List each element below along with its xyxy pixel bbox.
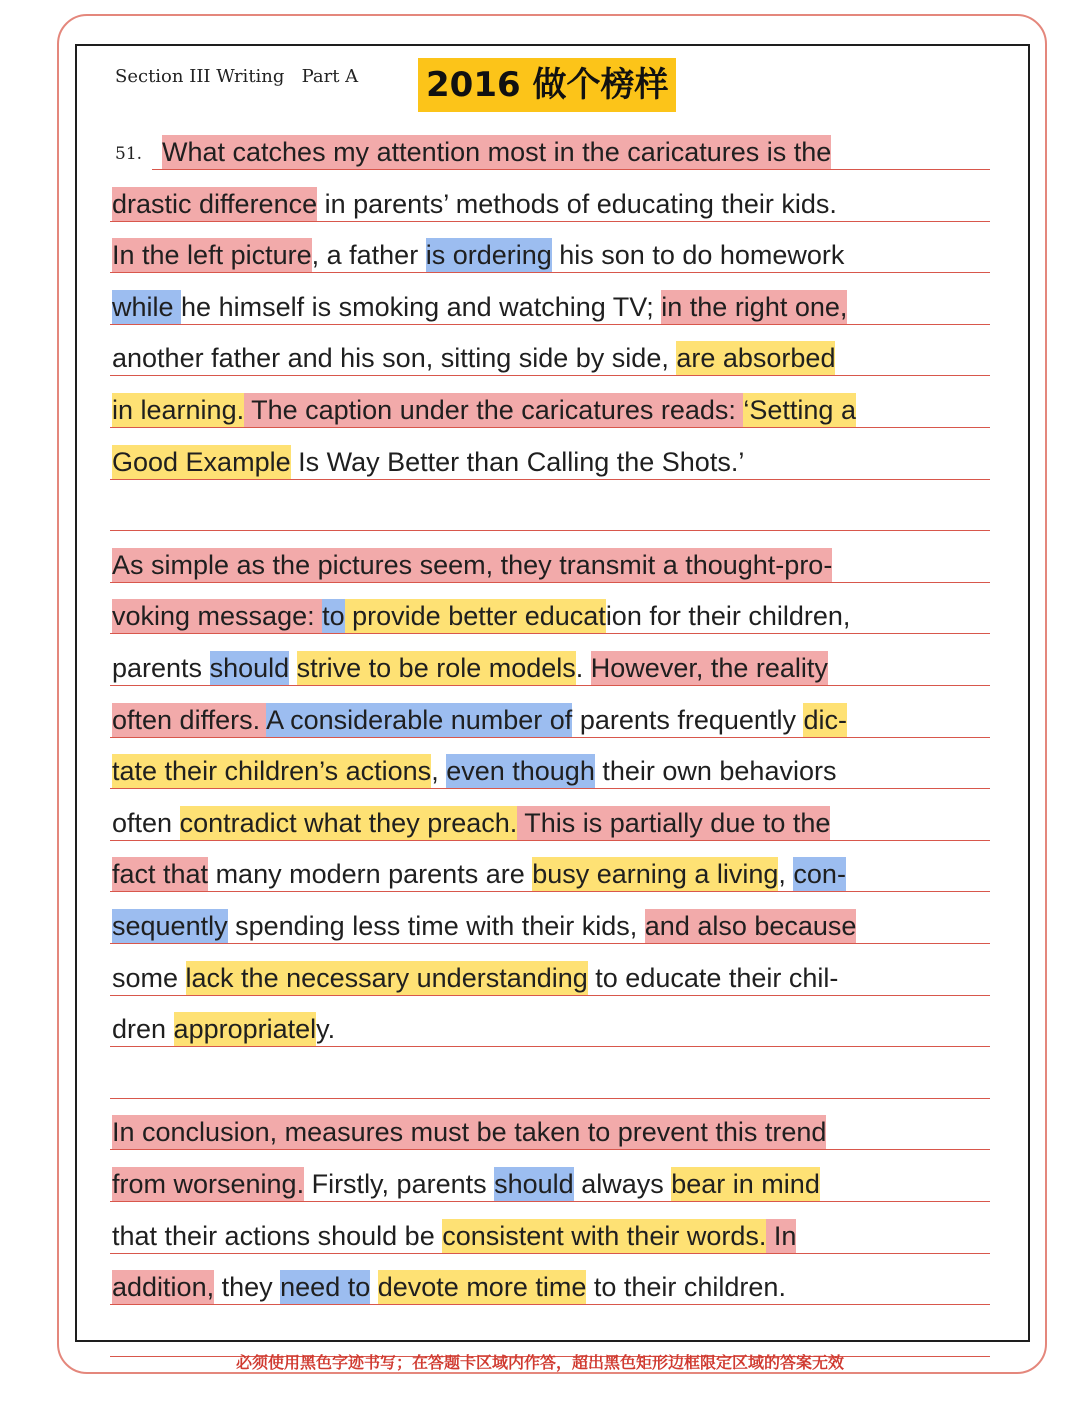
- essay-text: ,: [778, 859, 794, 890]
- highlighted-phrase: voking message:: [112, 601, 323, 632]
- essay-line: [112, 287, 989, 327]
- essay-text: dren: [112, 1014, 174, 1045]
- essay-text: Firstly, parents: [304, 1169, 495, 1199]
- essay-text: some: [112, 962, 186, 993]
- essay-text: y.: [316, 1014, 336, 1045]
- highlighted-phrase: As simple as the pictures seem, they transmit a thought-pro-: [112, 549, 833, 580]
- highlighted-phrase: consistent with their words.: [442, 1220, 767, 1251]
- highlighted-phrase: is ordering: [425, 240, 552, 271]
- highlighted-phrase: A considerable number of: [266, 704, 573, 735]
- essay-line: [112, 1061, 989, 1101]
- highlighted-phrase: In: [766, 1220, 797, 1251]
- highlighted-phrase: This is partially due to the: [517, 807, 831, 838]
- highlighted-phrase: while: [112, 291, 182, 322]
- highlighted-phrase: ‘Setting a: [743, 395, 856, 425]
- essay-text: to their children.: [586, 1272, 786, 1303]
- essay-line: [112, 442, 989, 482]
- highlighted-phrase: often differs.: [112, 704, 267, 735]
- essay-line: [112, 338, 989, 378]
- essay-line: [162, 132, 989, 172]
- essay-text: Is Way Better than Calling the Shots.’: [290, 446, 745, 477]
- footer-instruction: 必须使用黑色字迹书写；在答题卡区域内作答，超出黑色矩形边框限定区域的答案无效: [235, 1353, 844, 1372]
- highlighted-phrase: from worsening.: [112, 1169, 305, 1199]
- essay-line: [112, 803, 989, 843]
- essay-text: .: [575, 653, 591, 683]
- essay-text: his son to do homework: [551, 240, 845, 271]
- essay-text: , a father: [311, 240, 426, 271]
- highlighted-phrase: What catches my attention most in the caricatures is the: [162, 137, 832, 167]
- essay-text: ion for their children,: [605, 601, 851, 632]
- highlighted-phrase: appropriatel: [173, 1014, 317, 1045]
- essay-line: [112, 906, 989, 946]
- essay-line: [112, 184, 989, 224]
- highlighted-phrase: lack the necessary understanding: [185, 962, 588, 993]
- highlighted-phrase: sequently: [112, 911, 228, 941]
- essay-text: always: [573, 1169, 672, 1199]
- essay-line: [112, 1009, 989, 1049]
- essay-line: [112, 596, 989, 636]
- highlighted-phrase: and also because: [644, 911, 857, 941]
- highlighted-phrase: tate their children’s actions: [112, 756, 432, 787]
- highlighted-phrase: contradict what they preach.: [179, 807, 518, 838]
- highlighted-phrase: devote more time: [377, 1272, 587, 1303]
- essay-text: they: [214, 1272, 281, 1303]
- highlighted-phrase: In the left picture: [112, 240, 312, 271]
- essay-line: [112, 648, 989, 688]
- essay-text: ,: [431, 756, 447, 787]
- essay-line: [112, 751, 989, 791]
- highlighted-phrase: provide better educat: [344, 601, 606, 632]
- highlighted-phrase: even though: [446, 756, 595, 787]
- highlighted-phrase: busy earning a living: [532, 859, 779, 890]
- essay-line: [112, 958, 989, 998]
- highlighted-phrase: addition,: [112, 1272, 215, 1303]
- highlighted-phrase: dic-: [803, 704, 847, 735]
- highlighted-phrase: bear in mind: [671, 1169, 820, 1199]
- highlighted-phrase: In conclusion, measures must be taken to prevent this trend: [112, 1117, 827, 1148]
- essay-text: their own behaviors: [594, 756, 837, 787]
- essay-text: [370, 1270, 378, 1304]
- highlighted-phrase: in learning.: [112, 395, 245, 425]
- highlighted-phrase: to: [322, 601, 345, 632]
- highlighted-phrase: Good Example: [112, 446, 291, 477]
- essay-text: to educate their chil-: [587, 962, 839, 993]
- essay-line: [112, 1267, 989, 1307]
- essay-line: [112, 1164, 989, 1204]
- essay-text: in parents’ methods of educating their kids.: [317, 188, 837, 219]
- highlighted-phrase: should: [209, 653, 290, 683]
- essay-text: that their actions should be: [112, 1220, 443, 1251]
- highlighted-phrase: are absorbed: [676, 343, 836, 374]
- essay-line: [112, 390, 989, 430]
- essay-text: he himself is smoking and watching TV;: [181, 291, 662, 322]
- highlighted-phrase: need to: [280, 1272, 371, 1303]
- essay-line: [112, 1112, 989, 1152]
- highlighted-phrase: fact that: [112, 859, 209, 890]
- highlighted-phrase: in the right one,: [661, 291, 848, 322]
- essay-line: [112, 493, 989, 533]
- highlighted-phrase: drastic difference: [112, 188, 318, 219]
- page-title: 2016 做个榜样: [418, 58, 676, 112]
- essay-text: parents: [112, 653, 210, 683]
- essay-text: many modern parents are: [208, 859, 533, 890]
- essay-text: [289, 651, 297, 685]
- essay-text: spending less time with their kids,: [227, 911, 645, 941]
- essay-text: another father and his son, sitting side by side,: [112, 343, 677, 374]
- essay-line: [112, 854, 989, 894]
- essay-text: parents frequently: [572, 704, 804, 735]
- question-number: 51.: [115, 144, 143, 164]
- section-header: Section III Writing Part A: [115, 66, 359, 87]
- essay-line: [112, 700, 989, 740]
- essay-line: [112, 1216, 989, 1256]
- essay-text: often: [112, 807, 180, 838]
- highlighted-phrase: should: [494, 1169, 574, 1199]
- essay-line: [112, 235, 989, 275]
- essay-line: [112, 545, 989, 585]
- highlighted-phrase: con-: [793, 859, 846, 890]
- highlighted-phrase: However, the reality: [590, 653, 828, 683]
- highlighted-phrase: The caption under the caricatures reads:: [244, 395, 744, 425]
- highlighted-phrase: strive to be role models: [296, 653, 576, 683]
